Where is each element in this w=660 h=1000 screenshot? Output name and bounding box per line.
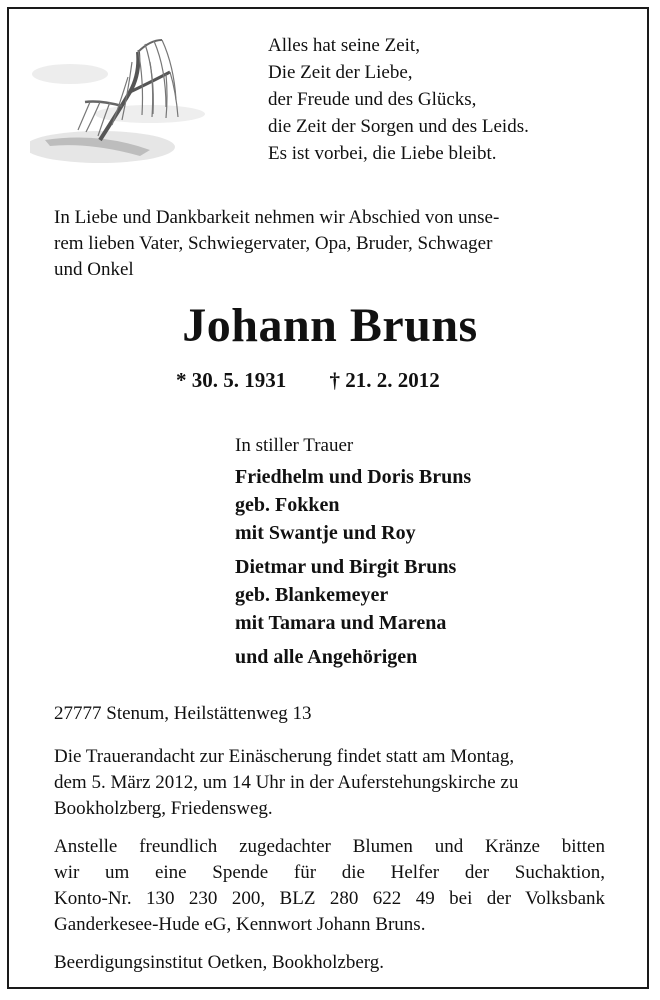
funeral-home: Beerdigungsinstitut Oetken, Bookholzberg.	[54, 952, 384, 973]
death-date: † 21. 2. 2012	[329, 368, 440, 392]
mourner-family-2	[235, 553, 471, 637]
farewell-line: rem lieben Vater, Schwiegervater, Opa, Bruder, Schwager	[54, 233, 493, 254]
birth-date: * 30. 5. 1931	[176, 368, 287, 392]
mourner-line: und alle Angehörigen	[235, 646, 418, 668]
mourner-line: geb. Blankemeyer	[235, 584, 389, 606]
mourner-family-1	[235, 463, 471, 547]
service-line: Bookholzberg, Friedensweg.	[54, 798, 273, 819]
mourner-line: Friedhelm und Doris Bruns	[235, 466, 472, 488]
poem-line: Die Zeit der Liebe,	[268, 62, 413, 83]
mourner-closing	[235, 643, 471, 671]
mourners-heading: In stiller Trauer	[235, 435, 354, 456]
poem-line: Alles hat seine Zeit,	[268, 35, 420, 56]
family-address: 27777 Stenum, Heilstättenweg 13	[54, 703, 312, 724]
poem-line: Es ist vorbei, die Liebe bleibt.	[268, 143, 497, 164]
donation-line: Anstelle freundlich zugedachter Blumen und Kränze bitten	[54, 836, 605, 857]
poem	[268, 32, 529, 167]
donation-request	[54, 834, 605, 938]
poem-line: die Zeit der Sorgen und des Leids.	[268, 116, 529, 137]
service-line: dem 5. März 2012, um 14 Uhr in der Auferstehungskirche zu	[54, 772, 519, 793]
donation-line: wir um eine Spende für die Helfer der Suchaktion,	[54, 862, 605, 883]
farewell-line: und Onkel	[54, 259, 134, 280]
donation-line: Konto-Nr. 130 230 200, BLZ 280 622 49 bei der Volksbank	[54, 888, 605, 909]
service-announcement	[54, 744, 605, 822]
life-dates	[176, 368, 440, 393]
mourner-line: mit Swantje und Roy	[235, 522, 416, 544]
mourner-line: mit Tamara und Marena	[235, 612, 447, 634]
mourner-line: Dietmar und Birgit Bruns	[235, 556, 457, 578]
mourners-block	[235, 432, 471, 671]
farewell-text	[54, 205, 614, 283]
farewell-line: In Liebe und Dankbarkeit nehmen wir Abschied von unse-	[54, 207, 500, 228]
deceased-name: Johann Bruns	[182, 299, 478, 352]
mourner-line: geb. Fokken	[235, 494, 340, 516]
service-line: Die Trauerandacht zur Einäscherung findet statt am Montag,	[54, 746, 515, 767]
donation-line: Ganderkesee-Hude eG, Kennwort Johann Bruns.	[54, 914, 426, 935]
poem-line: der Freude und des Glücks,	[268, 89, 477, 110]
weeping-willow-illustration	[30, 22, 220, 177]
